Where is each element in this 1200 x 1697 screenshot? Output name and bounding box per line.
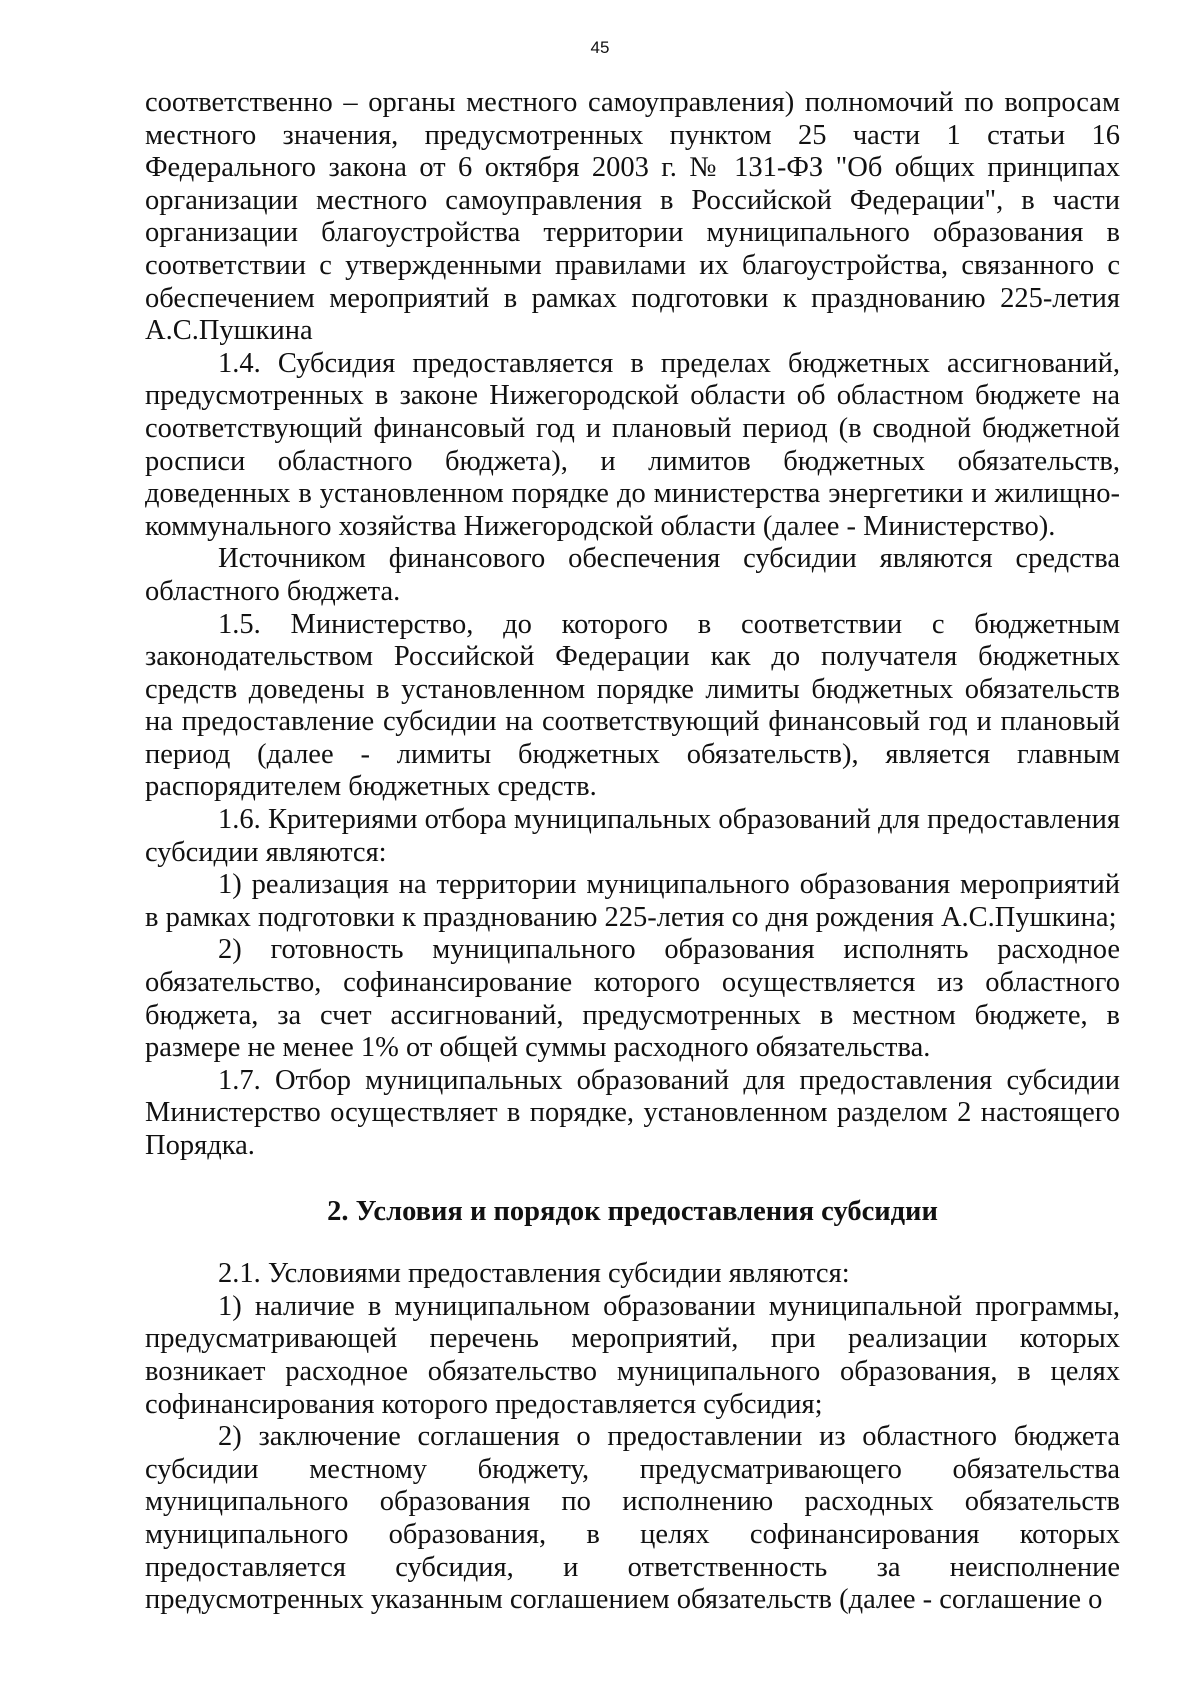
paragraph-funding-source: Источником финансового обеспечения субсидии являются средства областного бюджета.: [145, 543, 1120, 607]
paragraph-1-7: 1.7. Отбор муниципальных образований для предоставления субсидии Министерство осуществляет в порядке, установленном разделом 2 настоящего Порядка.: [145, 1064, 1120, 1161]
paragraph-1-6-item-1: 1) реализация на территории муниципального образования мероприятий в рамках подготовки к празднованию 225-летия со дня рождения А.С.Пушкина;: [145, 869, 1120, 933]
paragraph-2-1-item-2: 2) заключение соглашения о предоставлении из областного бюджета субсидии местному бюджету, предусматривающего обязательства муниципального образования по исполнению расходных обязательств муниципального образования, в целях софинансирования которых предоставляется субсидия, и ответственность за неисполнение предусмотренных указанным соглашением обязательств (далее - соглашение о: [145, 1421, 1120, 1616]
paragraph-1-6: 1.6. Критериями отбора муниципальных образований для предоставления субсидии являются:: [145, 804, 1120, 868]
document-body: [145, 87, 1120, 1617]
paragraph-continuation: соответственно – органы местного самоуправления) полномочий по вопросам местного значения, предусмотренных пунктом 25 части 1 статьи 16 Федерального закона от 6 октября 2003 г. № 131-ФЗ "Об общих принципах организации местного самоуправления в Российской Федерации", в части организации благоустройства территории муниципального образования в соответствии с утвержденными правилами их благоустройства, связанного с обеспечением мероприятий в рамках подготовки к празднованию 225-летия А.С.Пушкина: [145, 87, 1120, 347]
paragraph-1-4: 1.4. Субсидия предоставляется в пределах бюджетных ассигнований, предусмотренных в законе Нижегородской области об областном бюджете на соответствующий финансовый год и плановый период (в сводной бюджетной росписи областного бюджета), и лимитов бюджетных обязательств, доведенных в установленном порядке до министерства энергетики и жилищно-коммунального хозяйства Нижегородской области (далее - Министерство).: [145, 347, 1120, 542]
paragraph-1-6-item-2: 2) готовность муниципального образования исполнять расходное обязательство, софинансирование которого осуществляется из областного бюджета, за счет ассигнований, предусмотренных в местном бюджете, в размере не менее 1% от общей суммы расходного обязательства.: [145, 934, 1120, 1064]
paragraph-1-5: 1.5. Министерство, до которого в соответствии с бюджетным законодательством Российской Федерации как до получателя бюджетных средств доведены в установленном порядке лимиты бюджетных обязательств на предоставление субсидии на соответствующий финансовый год и плановый период (далее - лимиты бюджетных обязательств), является главным распорядителем бюджетных средств.: [145, 608, 1120, 803]
paragraph-2-1: 2.1. Условиями предоставления субсидии являются:: [218, 1258, 850, 1290]
page-number: 45: [590, 38, 610, 57]
paragraph-2-1-item-1: 1) наличие в муниципальном образовании муниципальной программы, предусматривающей перечень мероприятий, при реализации которых возникает расходное обязательство муниципального образования, в целях софинансирования которого предоставляется субсидия;: [145, 1290, 1120, 1420]
section-2-heading: 2. Условия и порядок предоставления субсидии: [327, 1195, 938, 1227]
